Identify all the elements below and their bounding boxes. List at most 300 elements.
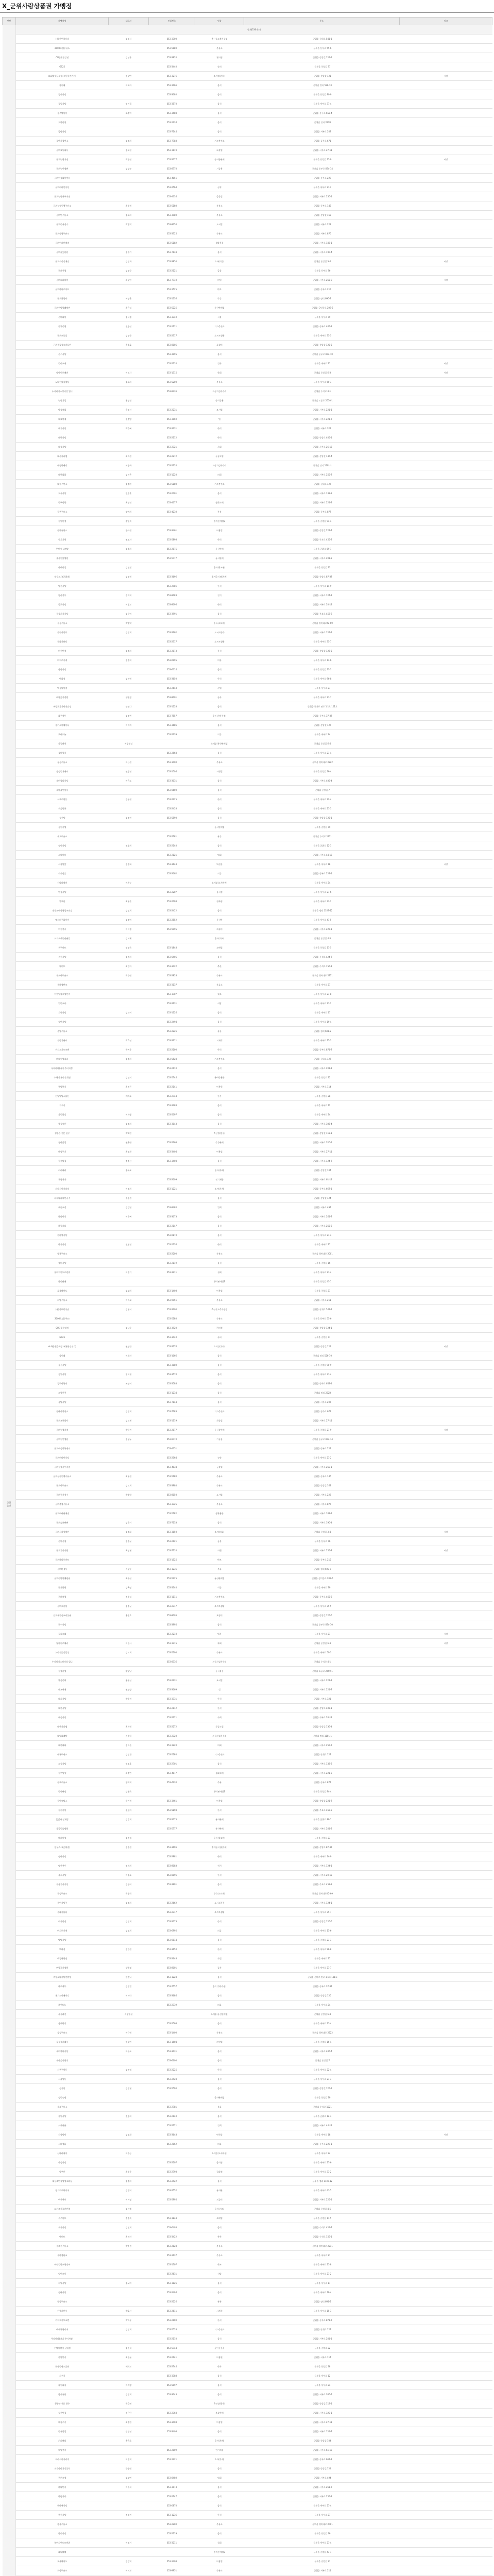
representative-cell: 양배희 bbox=[109, 507, 149, 517]
business-type-cell: 음식(키즈) bbox=[195, 934, 244, 943]
representative-cell: 박병탁 bbox=[109, 619, 149, 628]
note-cell bbox=[400, 2121, 492, 2130]
note-cell bbox=[400, 2436, 492, 2446]
note-cell bbox=[400, 1379, 492, 1388]
representative-cell: 권은단 bbox=[109, 1138, 149, 1147]
phone-cell: 053-2272 bbox=[149, 1722, 195, 1732]
phone-cell: 053-5898 bbox=[149, 1806, 195, 1815]
address-cell: 군위읍 중앙길 121 bbox=[244, 72, 400, 81]
business-type-cell: 도서소분주 bbox=[195, 628, 244, 637]
phone-cell: 053-3991 bbox=[149, 1880, 195, 1889]
business-type-cell: 소매업(기타) bbox=[195, 72, 244, 81]
business-type-cell: 소매(의류) bbox=[195, 257, 244, 266]
address-cell: 군위읍 동부로 76 bbox=[244, 1537, 400, 1546]
col-header-no: 연번 bbox=[3, 18, 16, 25]
address-cell: 군위읍 서부로 876 bbox=[244, 1500, 400, 1509]
merchant-name-cell: 탐구스사(군위점) bbox=[16, 572, 109, 582]
address-cell: 군위읍 서부로 225-1 bbox=[244, 2195, 400, 2205]
representative-cell bbox=[109, 1509, 149, 1518]
business-type-cell: 축산물도축가공업 bbox=[195, 1305, 244, 1314]
phone-cell: 053-2701 bbox=[149, 1759, 195, 1769]
phone-cell: 053-2552 bbox=[149, 916, 195, 925]
address-cell: 군위읍 서부로 14-9 bbox=[244, 582, 400, 591]
address-cell: 군위읍 수석로 1221 bbox=[244, 2103, 400, 2112]
note-cell bbox=[400, 146, 492, 155]
representative-cell: 전종섭 bbox=[109, 1592, 149, 1602]
merchant-name-cell: 동원판정 bbox=[16, 517, 109, 526]
table-row bbox=[3, 535, 492, 545]
representative-cell bbox=[109, 1277, 149, 1286]
address-cell: 군위읍 중앙길 23-3 bbox=[244, 1936, 400, 1945]
note-cell bbox=[400, 1843, 492, 1852]
representative-cell bbox=[109, 174, 149, 183]
merchant-name-cell: 군위신협 bbox=[16, 1537, 109, 1546]
note-cell bbox=[400, 1110, 492, 1120]
merchant-name-cell: 명산식당 bbox=[16, 582, 109, 591]
document-title: X_군위사랑상품권 가맹점 bbox=[0, 0, 494, 13]
note-cell bbox=[400, 897, 492, 906]
table-row bbox=[3, 433, 492, 443]
representative-cell: 양배희 bbox=[109, 1778, 149, 1787]
table-row bbox=[3, 2112, 492, 2121]
merchant-name-cell: 우진식당 bbox=[16, 2223, 109, 2232]
address-cell: 군위읍 서부로 250-1 bbox=[244, 1463, 400, 1472]
phone-cell: 053-8001 bbox=[149, 693, 195, 702]
note-cell bbox=[400, 1101, 492, 1110]
note-cell bbox=[400, 1268, 492, 1277]
table-row bbox=[3, 1249, 492, 1259]
merchant-name-cell: 등기기원 bbox=[16, 1806, 109, 1815]
merchant-name-cell: 한진식당 bbox=[16, 2511, 109, 2520]
business-type-cell: 소프트생활 bbox=[195, 331, 244, 341]
table-row bbox=[3, 990, 492, 999]
merchant-name-cell: 안성식당 bbox=[16, 888, 109, 897]
address-cell: 군위읍 서부로 124-7 bbox=[244, 2427, 400, 2436]
merchant-name-cell: 군위하나로마트 bbox=[16, 1555, 109, 1565]
merchant-name-cell: 경주떡볶이 bbox=[16, 109, 109, 118]
col-header-address: 주소 bbox=[244, 18, 400, 25]
representative-cell: 김상누 bbox=[109, 164, 149, 174]
business-type-cell bbox=[195, 1444, 244, 1453]
address-cell: 군위읍 군위로 12-3 bbox=[244, 2112, 400, 2121]
phone-cell bbox=[149, 1277, 195, 1286]
address-cell: 군위읍 동부로 877 bbox=[244, 1778, 400, 1787]
representative-cell: 권정양 bbox=[109, 415, 149, 424]
phone-cell: 053-2073 bbox=[149, 1917, 195, 1926]
note-cell bbox=[400, 1175, 492, 1184]
address-cell: 군위읍 중앙로 405-1 bbox=[244, 433, 400, 443]
business-type-cell: 음식 bbox=[195, 1936, 244, 1945]
table-row bbox=[3, 1899, 492, 1908]
phone-cell bbox=[149, 1787, 195, 1797]
address-cell: 군위읍 수석로 156-1 bbox=[244, 962, 400, 971]
business-type-cell: 외류미 bbox=[195, 925, 244, 934]
phone-cell: 053-2062 bbox=[149, 2140, 195, 2149]
note-cell bbox=[400, 888, 492, 897]
business-type-cell: 소매업(통신판매업) bbox=[195, 739, 244, 749]
address-cell: 군위읍 서부로 21-2 bbox=[244, 2269, 400, 2279]
business-type-cell: 음식 bbox=[195, 1620, 244, 1630]
representative-cell: 김정균 bbox=[109, 266, 149, 276]
note-cell bbox=[400, 1926, 492, 1936]
table-row bbox=[3, 1231, 492, 1240]
business-type-cell: 무공도업 bbox=[195, 452, 244, 461]
phone-cell: 053-1525 bbox=[149, 1555, 195, 1565]
note-cell bbox=[400, 35, 492, 44]
representative-cell: 김인석 bbox=[109, 1073, 149, 1082]
note-cell bbox=[400, 2334, 492, 2344]
representative-cell: 이정기 bbox=[109, 2538, 149, 2548]
note-cell bbox=[400, 2242, 492, 2251]
phone-cell bbox=[149, 1889, 195, 1899]
note-cell bbox=[400, 1806, 492, 1815]
phone-cell: 053-2112 bbox=[149, 1704, 195, 1713]
address-cell: 군위읍 중앙길 126 bbox=[244, 1991, 400, 2001]
business-type-cell: 한우 bbox=[195, 2362, 244, 2371]
note-cell: 시장 bbox=[400, 359, 492, 368]
representative-cell bbox=[109, 869, 149, 878]
merchant-name-cell: 서울양통 bbox=[16, 2075, 109, 2084]
table-header-row bbox=[3, 18, 492, 25]
phone-cell: 053-5180 bbox=[149, 1314, 195, 1324]
phone-cell: 053-3211 bbox=[149, 1268, 195, 1277]
representative-cell: 박지우 bbox=[109, 1045, 149, 1055]
table-row bbox=[3, 517, 492, 526]
address-cell: 군위읍 서부로 21-3 bbox=[244, 804, 400, 814]
business-type-cell: 공사 bbox=[195, 1963, 244, 1973]
phone-cell: 053-6600 bbox=[149, 2056, 195, 2065]
table-row bbox=[3, 1787, 492, 1797]
representative-cell: 홍병호 bbox=[109, 341, 149, 350]
note-cell bbox=[400, 2158, 492, 2167]
table-row bbox=[3, 1973, 492, 1982]
merchant-name-cell: 대성식당 bbox=[16, 1713, 109, 1722]
phone-cell: 053-8050 bbox=[149, 220, 195, 229]
phone-cell: 053-5182 bbox=[149, 1509, 195, 1518]
phone-cell bbox=[149, 1129, 195, 1138]
business-type-cell: 음식 bbox=[195, 2334, 244, 2344]
representative-cell bbox=[109, 2093, 149, 2103]
representative-cell: 한기원 bbox=[109, 526, 149, 535]
address-cell: 군위읍 서부로 221-7 bbox=[244, 1685, 400, 1694]
note-cell bbox=[400, 2149, 492, 2158]
note-cell bbox=[400, 2409, 492, 2418]
merchant-name-cell: 브랜드뉴 bbox=[16, 2001, 109, 2010]
address-cell: 군위읍 서부로 21-7 bbox=[244, 1963, 400, 1973]
merchant-name-cell: 대한회화 bbox=[16, 1741, 109, 1750]
note-cell bbox=[400, 1620, 492, 1630]
note-cell bbox=[400, 266, 492, 276]
table-row bbox=[3, 1611, 492, 1620]
merchant-name-cell: 대지식당 bbox=[16, 424, 109, 433]
merchant-name-cell: 군위농협지점 bbox=[16, 1426, 109, 1435]
business-type-cell: 기스충전소 bbox=[195, 1055, 244, 1064]
phone-cell: 053-2121 bbox=[149, 266, 195, 276]
representative-cell: 이정희 bbox=[109, 1184, 149, 1194]
address-cell: 군위읍 중앙길 16 bbox=[244, 1259, 400, 1268]
note-cell bbox=[400, 2418, 492, 2427]
table-row bbox=[3, 1889, 492, 1899]
business-type-cell: 음식 bbox=[195, 2288, 244, 2297]
note-cell bbox=[400, 1824, 492, 1834]
business-type-cell: 음식 bbox=[195, 841, 244, 851]
business-type-cell: 동식물용 bbox=[195, 396, 244, 405]
note-cell bbox=[400, 2214, 492, 2223]
representative-cell bbox=[109, 1018, 149, 1027]
note-cell bbox=[400, 1435, 492, 1444]
representative-cell bbox=[109, 1657, 149, 1667]
note-cell bbox=[400, 2362, 492, 2371]
address-cell: 군위읍 중앙길 6-3 bbox=[244, 368, 400, 378]
representative-cell: 김진희 bbox=[109, 2223, 149, 2232]
representative-cell: 정재희 bbox=[109, 591, 149, 600]
address-cell: 군위읍 중앙길 27-9 bbox=[244, 1426, 400, 1435]
note-cell bbox=[400, 331, 492, 341]
phone-cell: 053-2231 bbox=[149, 1676, 195, 1685]
address-cell: 군위읍 서부로 320-1 bbox=[244, 2409, 400, 2418]
address-cell: 군위읍 서부로 44-13 bbox=[244, 851, 400, 860]
business-type-cell: 전기제품 bbox=[195, 1175, 244, 1184]
note-cell bbox=[400, 1092, 492, 1101]
merchant-name-cell: 문연식당주 bbox=[16, 628, 109, 637]
merchant-name-cell: sk화방현금화랑사(통합건진가) bbox=[16, 1342, 109, 1351]
table-row bbox=[3, 841, 492, 851]
merchant-name-cell: 근위부들정조비둘판 bbox=[16, 1611, 109, 1620]
phone-cell: 053-7144 bbox=[149, 127, 195, 137]
representative-cell: 최정민 bbox=[109, 1769, 149, 1778]
business-type-cell: 음식 bbox=[195, 776, 244, 786]
table-row bbox=[3, 832, 492, 841]
address-cell: 군위읍 중앙길 7 bbox=[244, 786, 400, 795]
merchant-name-cell: 길리조대 bbox=[16, 1630, 109, 1639]
address-cell: 군위읍 중앙길 221-7 bbox=[244, 526, 400, 535]
business-type-cell: 공사 bbox=[195, 693, 244, 702]
merchant-name-cell: 2000호텔주유소 bbox=[16, 44, 109, 53]
business-type-cell: 주류판매 bbox=[195, 1138, 244, 1147]
address-cell: 군위읍 동부로 465-2 bbox=[244, 322, 400, 331]
table-row bbox=[3, 823, 492, 832]
note-cell bbox=[400, 1472, 492, 1481]
phone-cell: 053-8770 bbox=[149, 164, 195, 174]
representative-cell bbox=[109, 888, 149, 897]
note-cell bbox=[400, 1509, 492, 1518]
table-row bbox=[3, 2446, 492, 2455]
merchant-name-cell: 군위축협 bbox=[16, 1592, 109, 1602]
merchant-name-cell: 군위반주유소 bbox=[16, 211, 109, 220]
merchant-name-cell: 수채이야기 군위점 bbox=[16, 2344, 109, 2353]
business-type-cell: 학조 bbox=[195, 2260, 244, 2269]
business-type-cell: 유류 bbox=[195, 832, 244, 841]
note-cell bbox=[400, 2167, 492, 2177]
representative-cell: 김순기 bbox=[109, 248, 149, 257]
merchant-name-cell: 동부주유소 bbox=[16, 507, 109, 517]
address-cell: 군위읍 서부로 27-11 bbox=[244, 1416, 400, 1426]
merchant-name-cell: 백화점 bbox=[16, 1945, 109, 1954]
merchant-name-cell: 희망주유소 bbox=[16, 1296, 109, 1305]
merchant-name-cell: 일번조사 bbox=[16, 2269, 109, 2279]
business-type-cell: 음식 bbox=[195, 2483, 244, 2492]
business-type-cell: 생화도매 bbox=[195, 1769, 244, 1778]
phone-cell: 053-2317 bbox=[149, 331, 195, 341]
merchant-name-cell: 새마을인원식 bbox=[16, 2056, 109, 2065]
phone-cell: 053-6995 bbox=[149, 656, 195, 665]
representative-cell: 김상누 bbox=[109, 1435, 149, 1444]
representative-cell: 최정환 bbox=[109, 2418, 149, 2427]
representative-cell: 김정빈 bbox=[109, 1982, 149, 1991]
address-cell: 군위읍 수석로 4-1 bbox=[244, 1657, 400, 1667]
phone-cell: 053-2701 bbox=[149, 489, 195, 498]
merchant-name-cell: 군위농인생판 bbox=[16, 164, 109, 174]
business-type-cell: 음식 bbox=[195, 2381, 244, 2390]
address-cell: 군위읍 중앙길 136-4 bbox=[244, 1722, 400, 1732]
note-cell bbox=[400, 1787, 492, 1797]
table-row bbox=[3, 1426, 492, 1435]
phone-cell: 053-2648 bbox=[149, 684, 195, 693]
representative-cell: 박동진 bbox=[109, 155, 149, 164]
phone-cell: 053-8480 bbox=[149, 2473, 195, 2483]
table-row bbox=[3, 1018, 492, 1027]
merchant-name-cell: 화구세무 bbox=[16, 1982, 109, 1991]
phone-cell: 053-3325 bbox=[149, 229, 195, 239]
merchant-name-cell: 대교여재 bbox=[16, 415, 109, 424]
merchant-name-cell: 군위농협지점 bbox=[16, 155, 109, 164]
phone-cell: 053-2317 bbox=[149, 637, 195, 647]
note-cell bbox=[400, 1138, 492, 1147]
merchant-name-cell: 새미할다식당 bbox=[16, 2047, 109, 2056]
merchant-name-cell: 송원식당 bbox=[16, 2112, 109, 2121]
table-row bbox=[3, 2399, 492, 2409]
representative-cell bbox=[109, 2501, 149, 2511]
phone-cell: 053-2781 bbox=[149, 832, 195, 841]
business-type-cell: 음식판매업 bbox=[195, 2093, 244, 2103]
address-cell: 군위읍 정리 526-10 bbox=[244, 1351, 400, 1361]
phone-cell: 053-8083 bbox=[149, 591, 195, 600]
representative-cell: 김강희 bbox=[109, 2557, 149, 2566]
note-cell bbox=[400, 1537, 492, 1546]
note-cell bbox=[400, 702, 492, 711]
note-cell bbox=[400, 1222, 492, 1231]
merchant-name-cell: 군위중서점수 bbox=[16, 220, 109, 229]
phone-cell: 053-2140 bbox=[149, 2112, 195, 2121]
merchant-name-cell: 경일식당 bbox=[16, 99, 109, 109]
business-type-cell: 무공도업 bbox=[195, 1722, 244, 1732]
address-cell: 군위읍 정리 1101-1 bbox=[244, 1732, 400, 1741]
table-row bbox=[3, 1509, 492, 1518]
note-cell bbox=[400, 1194, 492, 1203]
note-cell bbox=[400, 1602, 492, 1611]
representative-cell bbox=[109, 90, 149, 99]
merchant-name-cell: 대룡주면소 bbox=[16, 1750, 109, 1759]
business-type-cell: 주유 bbox=[195, 507, 244, 517]
business-type-cell: 생활용품 bbox=[195, 239, 244, 248]
table-row bbox=[3, 1361, 492, 1370]
note-cell: 시장 bbox=[400, 860, 492, 869]
address-cell: 군위읍 서부로 124-1 bbox=[244, 1861, 400, 1871]
business-type-cell: 음식 bbox=[195, 1110, 244, 1120]
note-cell bbox=[400, 980, 492, 990]
business-type-cell: 음식 bbox=[195, 2279, 244, 2288]
address-cell: 군위읍 중앙길 121 bbox=[244, 1342, 400, 1351]
note-cell bbox=[400, 192, 492, 201]
business-type-cell: 전기제품 bbox=[195, 2446, 244, 2455]
note-cell bbox=[400, 1147, 492, 1157]
address-cell: 군위읍 중앙길 163 bbox=[244, 1481, 400, 1490]
merchant-name-cell: 군위화원 bbox=[16, 1583, 109, 1592]
representative-cell: 김도희 bbox=[109, 1481, 149, 1490]
phone-cell: 053-3300 bbox=[149, 35, 195, 44]
phone-cell: 053-2077 bbox=[149, 155, 195, 164]
phone-cell: 053-2317 bbox=[149, 1602, 195, 1611]
representative-cell bbox=[109, 1444, 149, 1453]
address-cell: 군위읍 중앙길 27-9 bbox=[244, 155, 400, 164]
note-cell bbox=[400, 1713, 492, 1722]
business-type-cell: 기스충전소 bbox=[195, 1407, 244, 1416]
representative-cell: 권정양 bbox=[109, 1685, 149, 1694]
representative-cell: 연광진 bbox=[109, 767, 149, 776]
business-type-cell: 슈퍼 bbox=[195, 1333, 244, 1342]
table-row bbox=[3, 637, 492, 647]
address-cell: 군위읍 동부로 146 bbox=[244, 201, 400, 211]
merchant-name-cell: 새미할다식당 bbox=[16, 776, 109, 786]
phone-cell: 053-3276 bbox=[149, 1342, 195, 1351]
merchant-name-cell: 꼬실식당 bbox=[16, 1759, 109, 1769]
business-type-cell: 잡화점 bbox=[195, 897, 244, 906]
merchant-name-cell: 미치로가게 bbox=[16, 656, 109, 665]
table-row bbox=[3, 971, 492, 980]
address-cell: 군위읍 경북대로42-69 bbox=[244, 1889, 400, 1899]
address-cell: 군위읍 서부로 320-1 bbox=[244, 1138, 400, 1147]
address-cell: 군위읍 서부로 13-6 bbox=[244, 1926, 400, 1936]
merchant-name-cell: 새마을인원식 bbox=[16, 786, 109, 795]
address-cell: 군위읍 서부로 44-13 bbox=[244, 2121, 400, 2130]
business-type-cell: 도서소분주 bbox=[195, 1899, 244, 1908]
address-cell: 군위읍 서부로 406-4 bbox=[244, 776, 400, 786]
table-row bbox=[3, 2121, 492, 2130]
phone-cell: 053-3850 bbox=[149, 1528, 195, 1537]
note-cell bbox=[400, 971, 492, 980]
merchant-name-cell: 군위하나로마트 bbox=[16, 285, 109, 294]
table-row bbox=[3, 1602, 492, 1611]
representative-cell: 이병도 bbox=[109, 600, 149, 609]
representative-cell: 김정원 bbox=[109, 1843, 149, 1852]
phone-cell: 053-1234 bbox=[149, 118, 195, 127]
merchant-name-cell: 못빛가 삼계탕 bbox=[16, 545, 109, 554]
merchant-name-cell: 신나라내마 bbox=[16, 2149, 109, 2158]
representative-cell: 김미은 bbox=[109, 470, 149, 480]
address-cell: 군위읍 동부로 871-7 bbox=[244, 2316, 400, 2325]
representative-cell: 정재희 bbox=[109, 1861, 149, 1871]
representative-cell: 배재도 bbox=[109, 1092, 149, 1101]
representative-cell: 최만자 bbox=[109, 2232, 149, 2242]
phone-cell: 053-4077 bbox=[149, 1769, 195, 1778]
phone-cell: 053-3073 bbox=[149, 1212, 195, 1222]
note-cell bbox=[400, 1815, 492, 1824]
business-type-cell: 사회 bbox=[195, 443, 244, 452]
note-cell bbox=[400, 1667, 492, 1676]
address-cell: 군위읍 중앙길 23 bbox=[244, 1834, 400, 1843]
table-row bbox=[3, 239, 492, 248]
address-cell: 군위읍 도공로 2550-1 bbox=[244, 1667, 400, 1676]
table-row bbox=[3, 2548, 492, 2557]
business-type-cell: 음식 bbox=[195, 350, 244, 359]
merchant-name-cell: 서부주원동 bbox=[16, 795, 109, 804]
note-cell bbox=[400, 786, 492, 795]
note-cell bbox=[400, 405, 492, 415]
business-type-cell: 주유소 bbox=[195, 1249, 244, 1259]
representative-cell: 주종원 bbox=[109, 1194, 149, 1203]
table-row bbox=[3, 1991, 492, 2001]
note-cell bbox=[400, 1704, 492, 1713]
